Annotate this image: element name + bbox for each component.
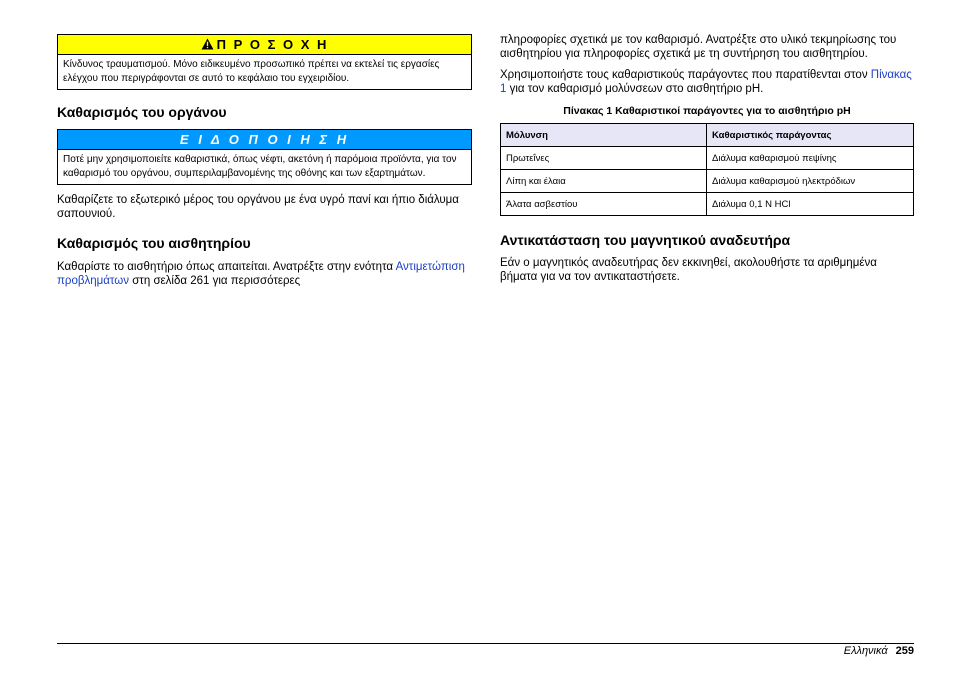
- table-caption: Πίνακας 1 Καθαριστικοί παράγοντες για το αισθητήριο pH: [563, 105, 851, 117]
- page-footer: [844, 644, 914, 658]
- warning-box: [57, 34, 472, 90]
- troubleshooting-link[interactable]: Αντιμετώπιση προβλημάτων: [57, 261, 465, 287]
- sensor-para-end: στη σελίδα 261 για περισσότερες: [129, 275, 301, 287]
- table-header-row: [501, 124, 914, 147]
- table-cell: Πρωτεΐνες: [501, 147, 707, 170]
- warning-title: Π Ρ Ο Σ Ο Χ Η: [216, 37, 329, 52]
- section-heading-instrument-cleaning: Καθαρισμός του οργάνου: [57, 104, 227, 120]
- warning-text: Κίνδυνος τραυματισμού. Μόνο ειδικευμένο προσωπικό πρέπει να εκτελεί τις εργασίες ελέγχου που περιγράφονται σε αυτό το κεφάλαιο του εγχειριδίου.: [63, 59, 440, 84]
- table-cell: Διάλυμα 0,1 N HCl: [707, 193, 914, 216]
- cleaning-agents-paragraph: [500, 68, 914, 96]
- right-column: [500, 33, 914, 284]
- sensor-cleaning-paragraph: [57, 260, 472, 288]
- sensor-cleaning-continued: πληροφορίες σχετικά με τον καθαρισμό. Ανατρέξτε στο υλικό τεκμηρίωσης του αισθητηρίου για πληροφορίες σχετικά με τη συντήρηση του αισθητηρίου.: [500, 34, 897, 60]
- agents-para-end: για τον καθαρισμό μολύνσεων στο αισθητήριο pH.: [506, 83, 764, 95]
- footer-rule: [57, 643, 914, 644]
- table-cell: Λίπη και έλαια: [501, 170, 707, 193]
- table-row: [501, 147, 914, 170]
- table-cell: Διάλυμα καθαρισμού πεψίνης: [707, 147, 914, 170]
- table-row: [501, 193, 914, 216]
- column-header-contamination: Μόλυνση: [501, 124, 707, 147]
- footer-language: Ελληνικά: [843, 645, 888, 657]
- section-heading-sensor-cleaning: Καθαρισμός του αισθητηρίου: [57, 235, 251, 251]
- page-number: 259: [895, 645, 914, 657]
- notice-text: Ποτέ μην χρησιμοποιείτε καθαριστικά, όπως νέφτι, ακετόνη ή παρόμοια προϊόντα, για τον καθαρισμό του οργάνου, συμπεριλαμβανομένης της οθόνης και των εξαρτημάτων.: [63, 154, 457, 179]
- warning-header: [58, 35, 471, 55]
- warning-triangle-icon: [201, 38, 214, 50]
- table-cell: Διάλυμα καθαρισμού ηλεκτρόδιων: [707, 170, 914, 193]
- column-header-cleaning-agent: Καθαριστικός παράγοντας: [707, 124, 914, 147]
- stirrer-replacement-paragraph: Εάν ο μαγνητικός αναδευτήρας δεν εκκινηθεί, ακολουθήστε τα αριθμημένα βήματα για να τον αντικαταστήσετε.: [500, 257, 877, 283]
- section-heading-stirrer-replacement: Αντικατάσταση του μαγνητικού αναδευτήρα: [500, 232, 791, 248]
- agents-para-start: Χρησιμοποιήστε τους καθαριστικούς παράγοντες που παρατίθενται στον: [500, 69, 871, 81]
- sensor-para-start: Καθαρίστε το αισθητήριο όπως απαιτείται. Ανατρέξτε στην ενότητα: [57, 261, 396, 273]
- notice-header: Ε Ι Δ Ο Π Ο Ι Η Σ Η: [58, 130, 471, 150]
- instrument-cleaning-paragraph: Καθαρίζετε το εξωτερικό μέρος του οργάνου με ένα υγρό πανί και ήπιο διάλυμα σαπουνιού.: [57, 194, 459, 220]
- table-1-link[interactable]: Πίνακας 1: [500, 69, 912, 95]
- cleaning-agents-table: [500, 123, 914, 216]
- table-cell: Άλατα ασβεστίου: [501, 193, 707, 216]
- table-row: [501, 170, 914, 193]
- notice-box: [57, 129, 472, 185]
- left-column: [57, 34, 472, 288]
